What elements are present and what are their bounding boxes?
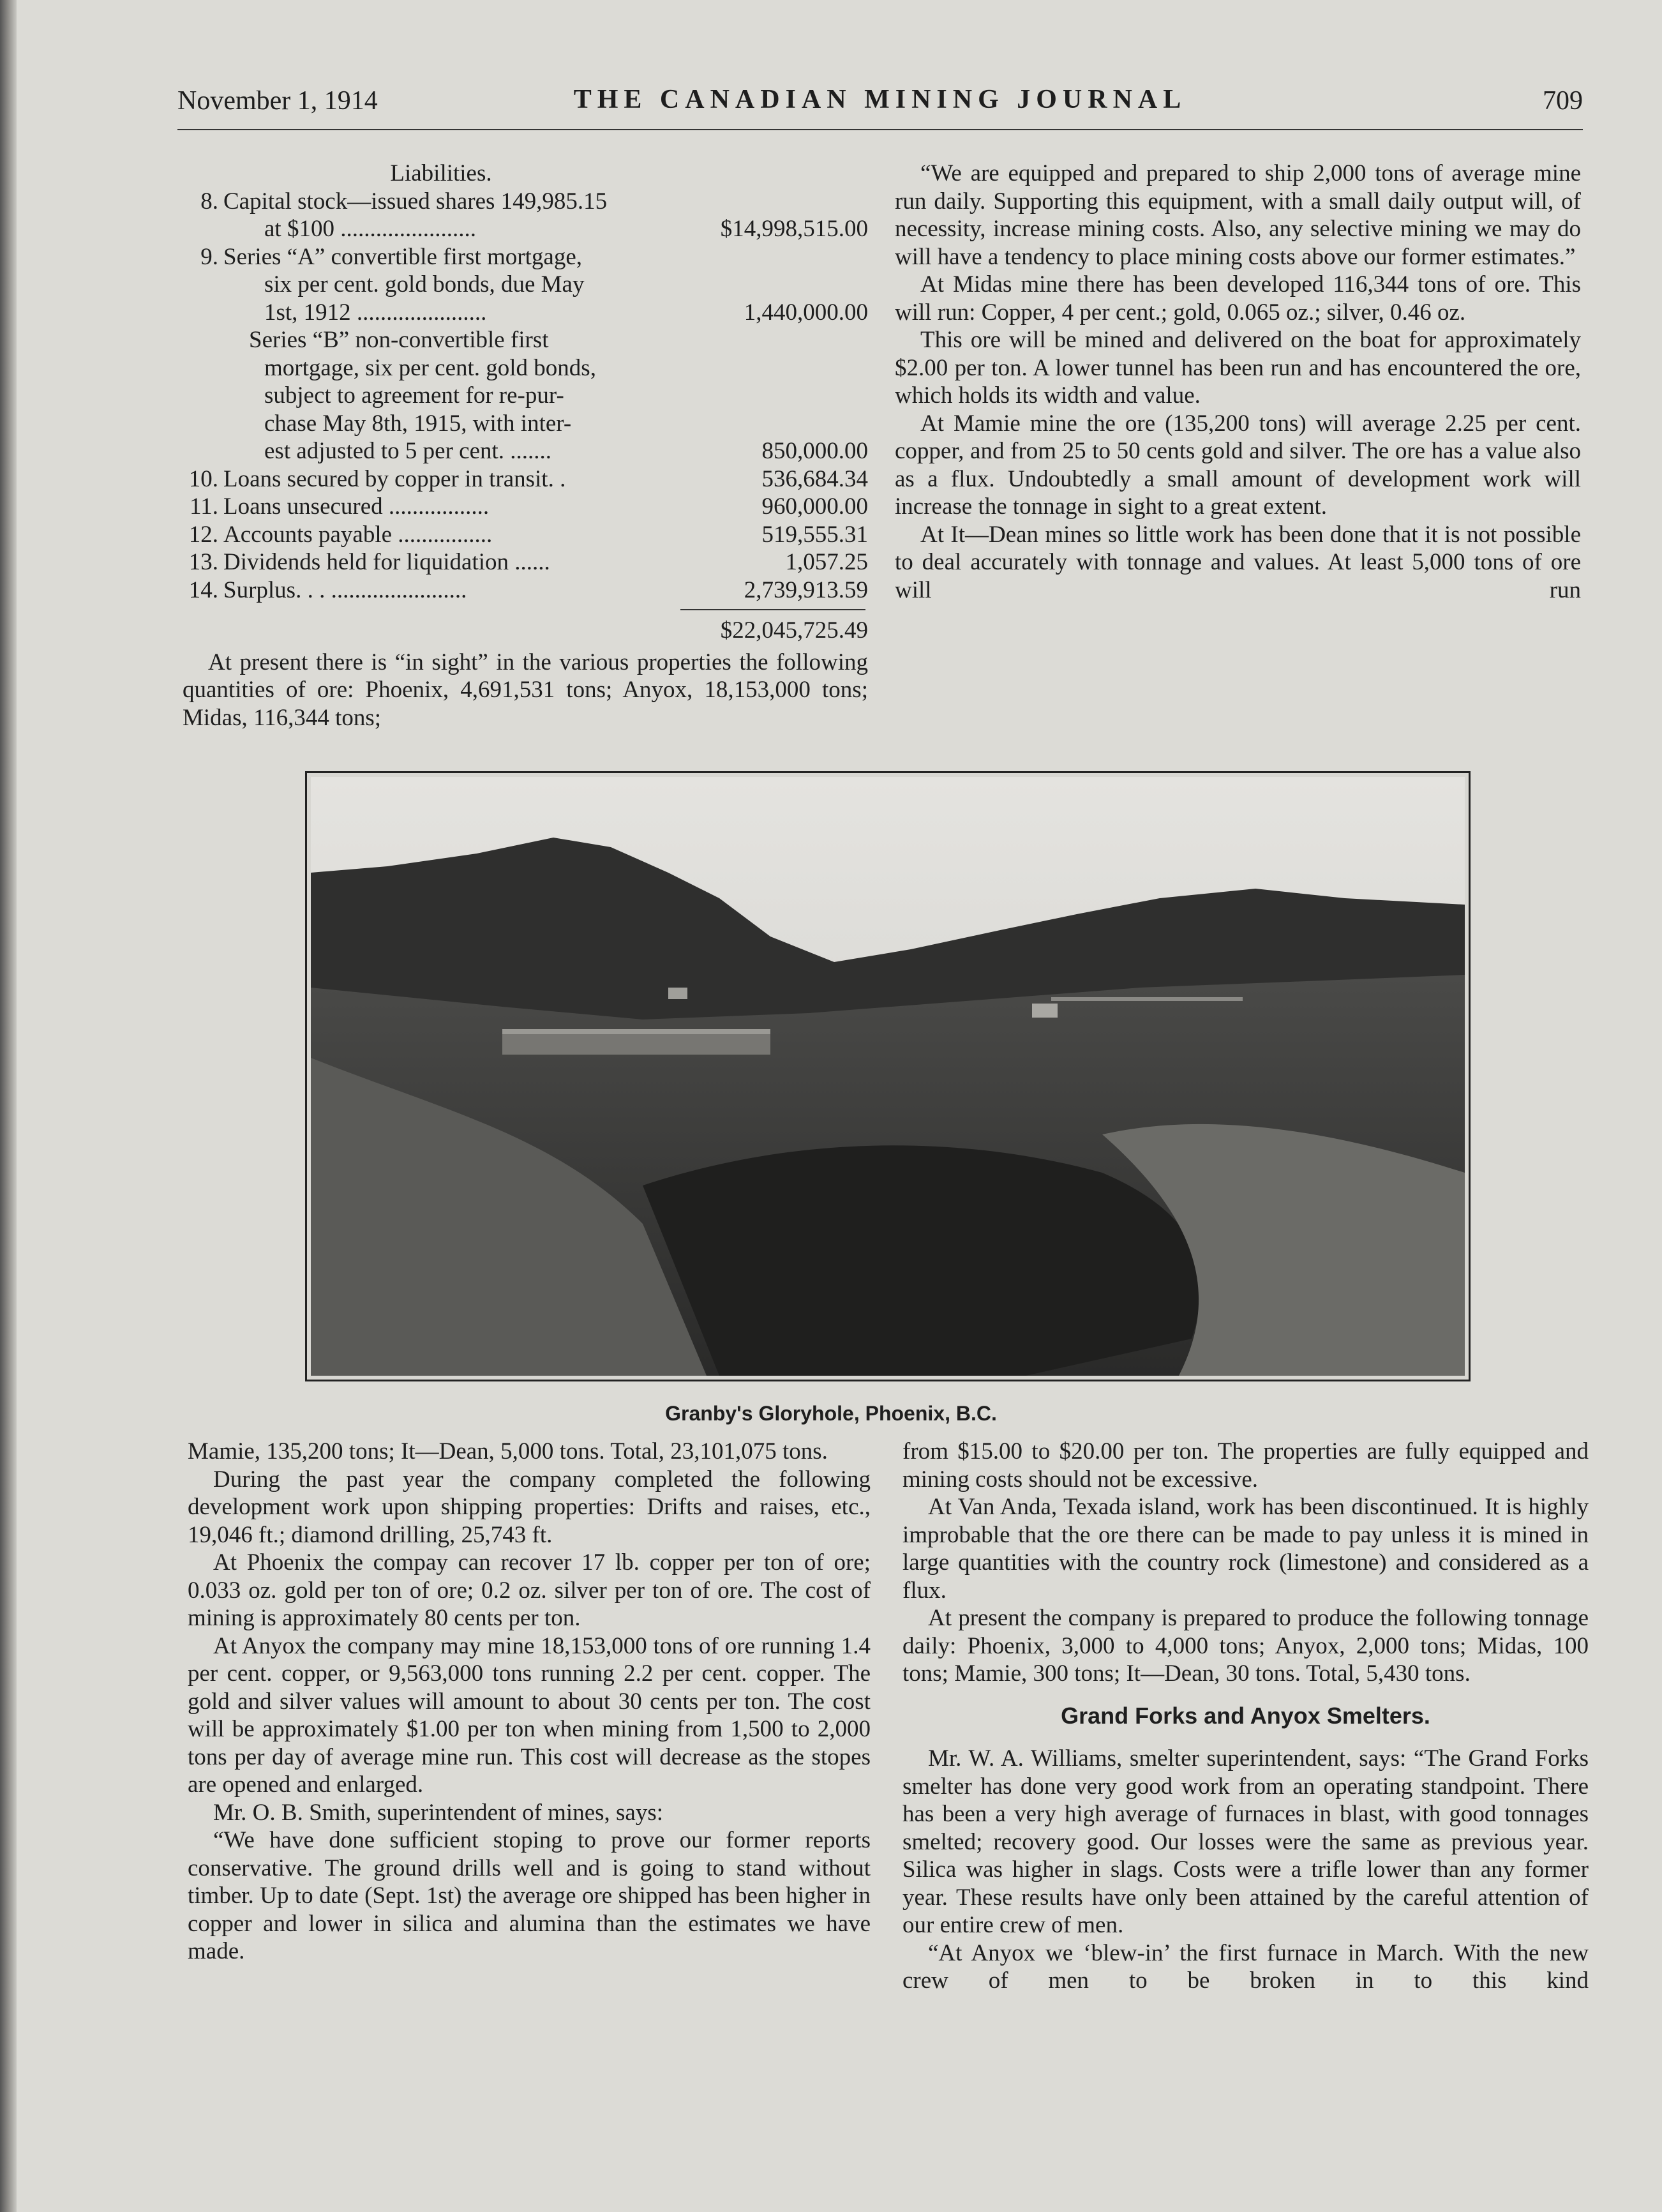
page-number: 709 bbox=[1543, 86, 1583, 116]
paragraph: At Midas mine there has been developed 116,344 tons of ore. This will run: Copper, 4 per cent.; gold, 0.065 oz.; silver, 0.46 oz. bbox=[895, 271, 1581, 326]
item-number: 10. bbox=[188, 465, 218, 492]
liabilities-heading: Liabilities. bbox=[390, 160, 492, 186]
liability-item bbox=[183, 188, 868, 243]
liability-item bbox=[183, 243, 868, 327]
item-amount: 850,000.00 bbox=[761, 438, 868, 464]
liability-item bbox=[183, 576, 868, 605]
paragraph: At Anyox the company may mine 18,153,000 tons of ore running 1.4 per cent. copper, or 9,563,000 tons running 2.2 per cent. copper. The gold and silver values will amount to about 30 cents per ton. The cost will be approximately $1.00 per ton when mining from 1,500 to 2,000 tons per day of average mine run. This cost will decrease as the stopes are opened and enlarged. bbox=[188, 1632, 871, 1798]
item-text: mortgage, six per cent. gold bonds, bbox=[264, 354, 596, 381]
sum-rule bbox=[680, 609, 865, 617]
item-number: 8. bbox=[200, 188, 218, 214]
item-amount: 2,739,913.59 bbox=[744, 576, 868, 603]
paragraph: “We are equipped and prepared to ship 2,000 tons of average mine run daily. Supporting this equipment, with a small daily output will, of necessity, increase mining costs. Also, any selective mining we may do will have a tendency to place mining costs above our former estimates.” bbox=[895, 160, 1581, 270]
figure-caption: Granby's Gloryhole, Phoenix, B.C. bbox=[665, 1402, 997, 1425]
issue-date: November 1, 1914 bbox=[177, 86, 378, 116]
journal-title: THE CANADIAN MINING JOURNAL bbox=[573, 85, 1187, 114]
paragraph: Mr. O. B. Smith, superintendent of mines, says: bbox=[213, 1799, 664, 1826]
paragraph: At Van Anda, Texada island, work has been discontinued. It is highly improbable that the ore there can be made to pay unless it is mined in large quantities with the country rock (limestone) and considered as a flux. bbox=[902, 1494, 1589, 1604]
item-text: chase May 8th, 1915, with inter- bbox=[264, 410, 572, 437]
item-text: Capital stock—issued shares 149,985.15 bbox=[223, 188, 608, 214]
top-left-column bbox=[183, 160, 868, 732]
item-amount: 519,555.31 bbox=[761, 521, 868, 548]
item-amount: 1,440,000.00 bbox=[744, 299, 868, 326]
header-rule bbox=[177, 129, 1583, 130]
item-text: Accounts payable ................ bbox=[223, 521, 493, 548]
item-amount: 1,057.25 bbox=[785, 549, 868, 575]
top-right-column bbox=[895, 160, 1581, 604]
liability-item bbox=[183, 521, 868, 549]
paragraph: At present there is “in sight” in the various properties the following quantities of ore: Phoenix, 4,691,531 tons; Anyox, 18,153,000 tons; Midas, 116,344 tons; bbox=[183, 649, 868, 731]
liability-item bbox=[183, 548, 868, 576]
item-text: 1st, 1912 ...................... bbox=[264, 299, 487, 326]
paragraph: This ore will be mined and delivered on the boat for approximately $2.00 per ton. A lower tunnel has been run and has encountered the ore, which holds its width and value. bbox=[895, 327, 1581, 409]
paragraph: Mamie, 135,200 tons; It—Dean, 5,000 tons. Total, 23,101,075 tons. bbox=[188, 1438, 828, 1464]
item-text: subject to agreement for re-pur- bbox=[264, 382, 564, 409]
page-binding-edge bbox=[0, 0, 17, 2212]
item-text: at $100 ....................... bbox=[264, 216, 476, 242]
paragraph: “At Anyox we ‘blew-in’ the first furnace in March. With the new crew of men to be broken in to this kind bbox=[902, 1939, 1589, 1994]
gloryhole-photo bbox=[311, 777, 1465, 1376]
item-amount: $14,998,515.00 bbox=[720, 216, 868, 242]
paragraph: from $15.00 to $20.00 per ton. The properties are fully equipped and mining costs should not be excessive. bbox=[902, 1438, 1589, 1493]
paragraph: At Phoenix the compay can recover 17 lb. copper per ton of ore; 0.033 oz. gold per ton of ore; 0.2 oz. silver per ton of ore. The cost of mining is approximately 80 cents per ton. bbox=[188, 1549, 871, 1631]
item-text: est adjusted to 5 per cent. ....... bbox=[264, 438, 552, 464]
liabilities-total: $22,045,725.49 bbox=[720, 617, 868, 643]
item-number: 9. bbox=[200, 243, 218, 270]
paragraph: “We have done sufficient stoping to prove our former reports conservative. The ground drills well and is going to stand without timber. Up to date (Sept. 1st) the average ore shipped has been higher in copper and lower in silica and alumina than the estimates we have made. bbox=[188, 1827, 871, 1964]
item-amount: 960,000.00 bbox=[761, 493, 868, 520]
item-text: Surplus. . . ....................... bbox=[223, 576, 467, 603]
bottom-right-column bbox=[902, 1438, 1589, 1995]
item-number: 14. bbox=[188, 576, 218, 603]
item-number: 13. bbox=[188, 549, 218, 575]
section-heading: Grand Forks and Anyox Smelters. bbox=[1061, 1702, 1430, 1729]
liability-item bbox=[183, 493, 868, 521]
item-number: 11. bbox=[190, 493, 218, 520]
liability-item bbox=[183, 326, 868, 465]
paragraph: Mr. W. A. Williams, smelter superintendent, says: “The Grand Forks smelter has done very good work from an operating standpoint. There has been a very high average of furnaces in blast, with good tonnages smelted; recovery good. Our losses were the same as previous year. Silica was higher in slags. Costs were a trifle lower than any former year. These results have only been attained by the careful attention of our entire crew of men. bbox=[902, 1745, 1589, 1938]
item-text: Loans unsecured ................. bbox=[223, 493, 490, 520]
item-text: Loans secured by copper in transit. . bbox=[223, 465, 566, 492]
item-amount: 536,684.34 bbox=[761, 465, 868, 492]
item-text: Series “A” convertible first mortgage, bbox=[223, 243, 582, 270]
item-number: 12. bbox=[188, 521, 218, 548]
paragraph: At It—Dean mines so little work has been done that it is not possible to deal accurately with tonnage and values. At least 5,000 tons of ore will run bbox=[895, 521, 1581, 603]
photograph bbox=[305, 771, 1471, 1381]
paragraph: At Mamie mine the ore (135,200 tons) will average 2.25 per cent. copper, and from 25 to 50 cents gold and silver. The ore has a value also as a flux. Undoubtedly a small amount of development work will increase the tonnage in sight to a great extent. bbox=[895, 410, 1581, 520]
liability-item bbox=[183, 465, 868, 493]
item-text: Dividends held for liquidation ...... bbox=[223, 549, 550, 575]
item-text: six per cent. gold bonds, due May bbox=[264, 271, 585, 297]
paragraph: At present the company is prepared to produce the following tonnage daily: Phoenix, 3,000 to 4,000 tons; Anyox, 2,000 tons; Midas, 100 tons; Mamie, 300 tons; It—Dean, 30 tons. Total, 5,430 tons. bbox=[902, 1605, 1589, 1687]
paragraph: During the past year the company completed the following development work upon shipping properties: Drifts and raises, etc., 19,046 ft.; diamond drilling, 25,743 ft. bbox=[188, 1466, 871, 1548]
item-text: Series “B” non-convertible first bbox=[249, 327, 549, 353]
running-header bbox=[177, 80, 1583, 121]
bottom-left-column bbox=[188, 1438, 871, 1966]
